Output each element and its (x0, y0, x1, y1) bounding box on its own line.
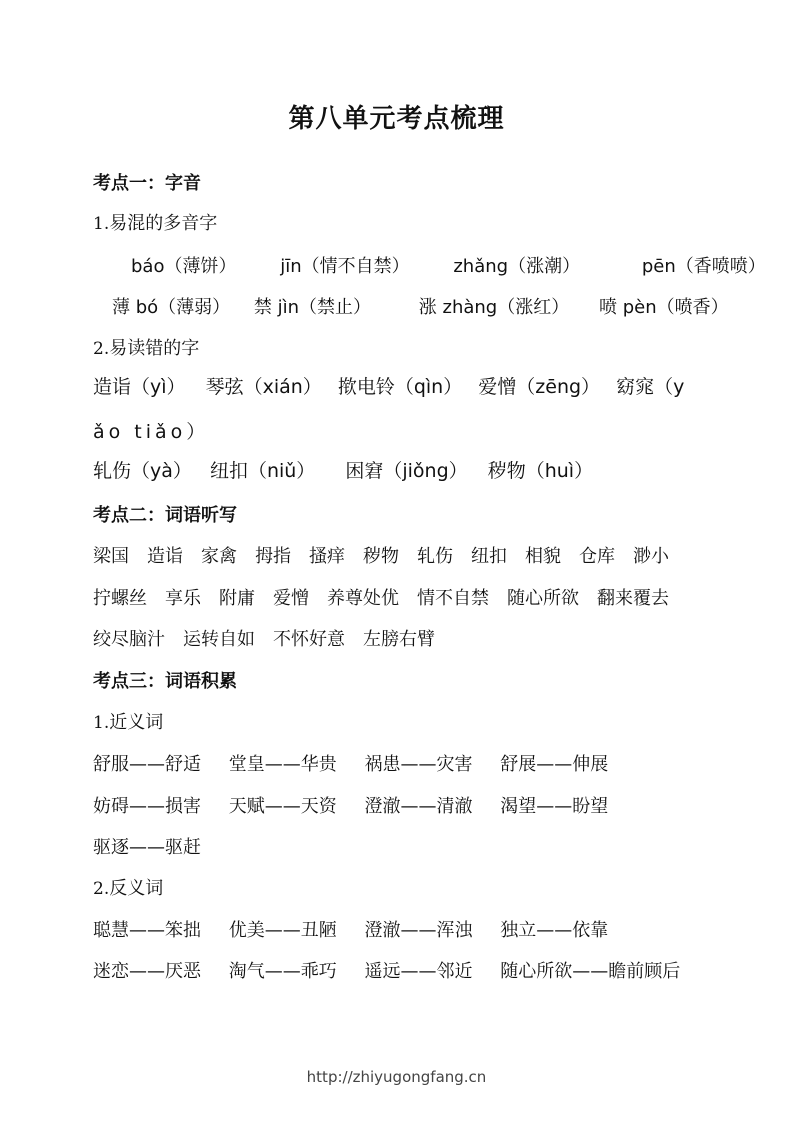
list-item: 搔痒 (309, 546, 345, 567)
subheading-synonyms (93, 711, 163, 735)
synonym-row-1 (93, 753, 608, 777)
list-item: 梁国 (93, 546, 129, 567)
list-item: 澄澈——清澈 (364, 796, 473, 817)
list-item: 纽扣 (471, 546, 507, 567)
list-item: 绞尽脑汁 (93, 629, 165, 650)
misread-row-1-continued: ǎo tiǎo） (93, 421, 210, 443)
list-item: 优美——丑陋 (228, 920, 337, 941)
subheading-number: 2. (93, 879, 110, 899)
list-item: báo（薄饼） (131, 256, 237, 277)
list-item: 涨 zhàng（涨红） (418, 297, 570, 318)
list-item: 渴望——盼望 (500, 796, 609, 817)
list-item: 窈窕（y (616, 376, 685, 398)
subheading-number: 1. (93, 214, 110, 234)
list-item: 天赋——天资 (228, 796, 337, 817)
polyphonic-row-2 (112, 296, 729, 320)
list-item: 拇指 (255, 546, 291, 567)
subheading-text: 易混的多音字 (109, 213, 218, 234)
section-heading-pronunciation: 考点一：字音 (93, 173, 201, 194)
dictation-row-2 (93, 587, 669, 611)
footer-url: http://zhiyugongfang.cn (306, 1068, 487, 1086)
polyphonic-row-1 (131, 255, 766, 279)
list-item: 淘气——乖巧 (228, 961, 337, 982)
list-item: zhǎng（涨潮） (453, 256, 581, 277)
list-item: 爱憎（zēng） (478, 376, 601, 398)
subheading-number: 1. (93, 713, 110, 733)
list-item: 情不自禁 (417, 588, 489, 609)
list-item: 独立——依靠 (500, 920, 609, 941)
list-item: 遥远——邻近 (364, 961, 473, 982)
list-item: 澄澈——浑浊 (364, 920, 473, 941)
list-item: 秽物 (363, 546, 399, 567)
synonym-row-2 (93, 795, 608, 819)
list-item: 养尊处优 (327, 588, 399, 609)
subheading-misread (93, 337, 199, 361)
antonym-row-2 (93, 960, 680, 984)
list-item: 琴弦（xián） (205, 376, 322, 398)
list-item: 舒展——伸展 (500, 754, 609, 775)
list-item: 家禽 (201, 546, 237, 567)
synonym-row-3 (93, 836, 201, 860)
list-item: 造诣 (147, 546, 183, 567)
list-item: 运转自如 (183, 629, 255, 650)
subheading-text: 易读错的字 (109, 338, 200, 359)
list-item: jīn（情不自禁） (280, 256, 410, 277)
list-item: 薄 bó（薄弱） (112, 297, 231, 318)
subheading-text: 反义词 (109, 878, 164, 899)
list-item: 困窘（jiǒng） (345, 460, 468, 482)
list-item: 秽物（huì） (487, 460, 594, 482)
list-item: pēn（香喷喷） (641, 256, 766, 277)
list-item: 喷 pèn（喷香） (598, 297, 729, 318)
list-item: 翻来覆去 (597, 588, 669, 609)
antonym-row-1 (93, 919, 608, 943)
misread-row-2 (93, 459, 593, 483)
list-item: 纽扣（niǔ） (209, 460, 316, 482)
list-item: 相貌 (525, 546, 561, 567)
dictation-row-1 (93, 545, 669, 569)
section-heading-dictation: 考点二：词语听写 (93, 505, 237, 526)
list-item: 轧伤（yà） (93, 460, 192, 482)
list-item: 揿电铃（qìn） (337, 376, 463, 398)
list-item: 造诣（yì） (93, 376, 186, 398)
list-item: 享乐 (165, 588, 201, 609)
list-item: 左膀右臂 (363, 629, 435, 650)
list-item: 拧螺丝 (93, 588, 147, 609)
dictation-row-3 (93, 628, 435, 652)
list-item: 附庸 (219, 588, 255, 609)
misread-row-1 (93, 375, 684, 399)
list-item: 聪慧——笨拙 (93, 920, 201, 941)
subheading-antonyms (93, 877, 163, 901)
subheading-text: 近义词 (109, 712, 164, 733)
list-item: 妨碍——损害 (93, 796, 201, 817)
list-item: 驱逐——驱赶 (93, 837, 201, 858)
list-item: 禁 jìn（禁止） (253, 297, 372, 318)
list-item: 迷恋——厌恶 (93, 961, 201, 982)
list-item: 堂皇——华贵 (228, 754, 337, 775)
list-item: 随心所欲 (507, 588, 579, 609)
list-item: 不怀好意 (273, 629, 345, 650)
subheading-polyphonic (93, 212, 217, 236)
list-item: 轧伤 (417, 546, 453, 567)
list-item: 爱憎 (273, 588, 309, 609)
subheading-number: 2. (93, 339, 110, 359)
list-item: 舒服——舒适 (93, 754, 201, 775)
list-item: 渺小 (633, 546, 669, 567)
list-item: 随心所欲——瞻前顾后 (500, 961, 681, 982)
list-item: 仓库 (579, 546, 615, 567)
list-item: 祸患——灾害 (364, 754, 473, 775)
page-title: 第八单元考点梳理 (288, 104, 505, 134)
section-heading-vocabulary: 考点三：词语积累 (93, 671, 237, 692)
